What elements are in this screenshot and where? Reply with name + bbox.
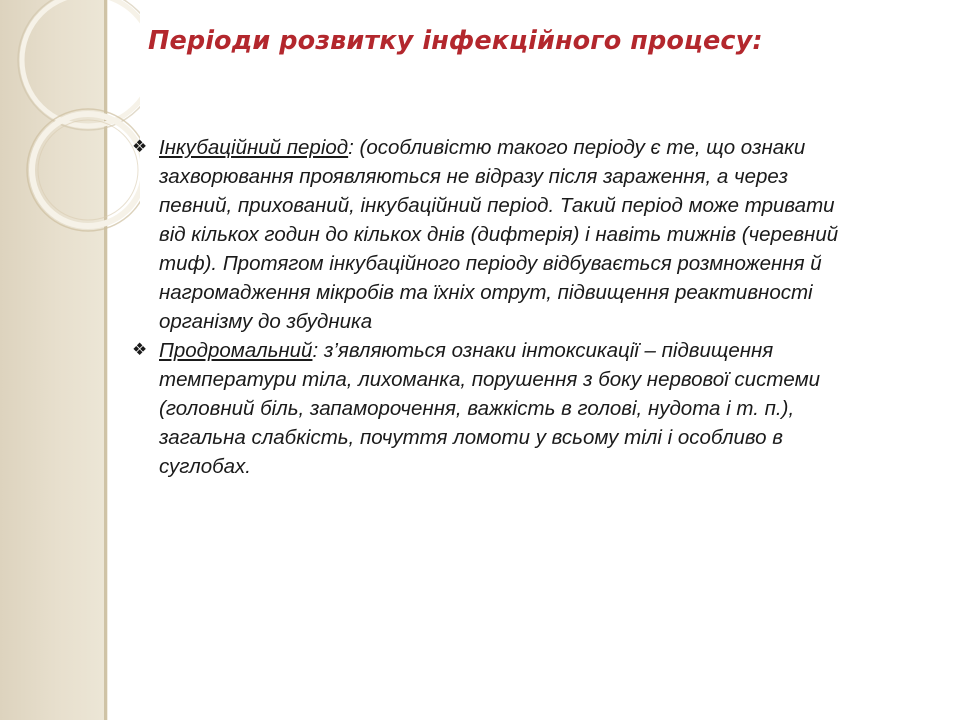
small-ring-inner <box>38 120 138 220</box>
slide-title: Періоди розвитку інфекційного процесу: <box>148 26 763 56</box>
bullet-text-prodromal: : з’являються ознаки інтоксикації – підвищення температури тіла, лихоманка, порушення з боку нервової системи (головний біль, запаморочення, важкість в голові, нудота і т. п.), загальна слабкість, почуття ломоти у всьому тілі і особливо в суглобах. <box>159 339 821 478</box>
decorative-rings <box>0 0 140 260</box>
diamond-bullet-icon: ❖ <box>132 137 148 156</box>
term-incubation: Інкубаційний період <box>159 136 349 159</box>
bullet-item-incubation <box>132 133 852 336</box>
term-prodromal: Продромальний <box>159 339 313 362</box>
bullet-list <box>132 133 852 481</box>
small-ring <box>32 114 140 226</box>
large-ring <box>22 0 140 126</box>
bullet-item-prodromal <box>132 336 852 481</box>
diamond-bullet-icon: ❖ <box>132 340 148 359</box>
bullet-text-incubation: : (особливістю такого періоду є те, що ознаки захворювання проявляються не відразу після зараження, а через певний, прихований, інкубаційний період. Такий період може тривати від кількох годин до кількох днів (дифтерія) і навіть тижнів (черевний тиф). Протягом інкубаційного періоду відбувається розмноження й нагромадження мікробів та їхніх отрут, підвищення реактивності організму до збудника <box>159 136 839 333</box>
